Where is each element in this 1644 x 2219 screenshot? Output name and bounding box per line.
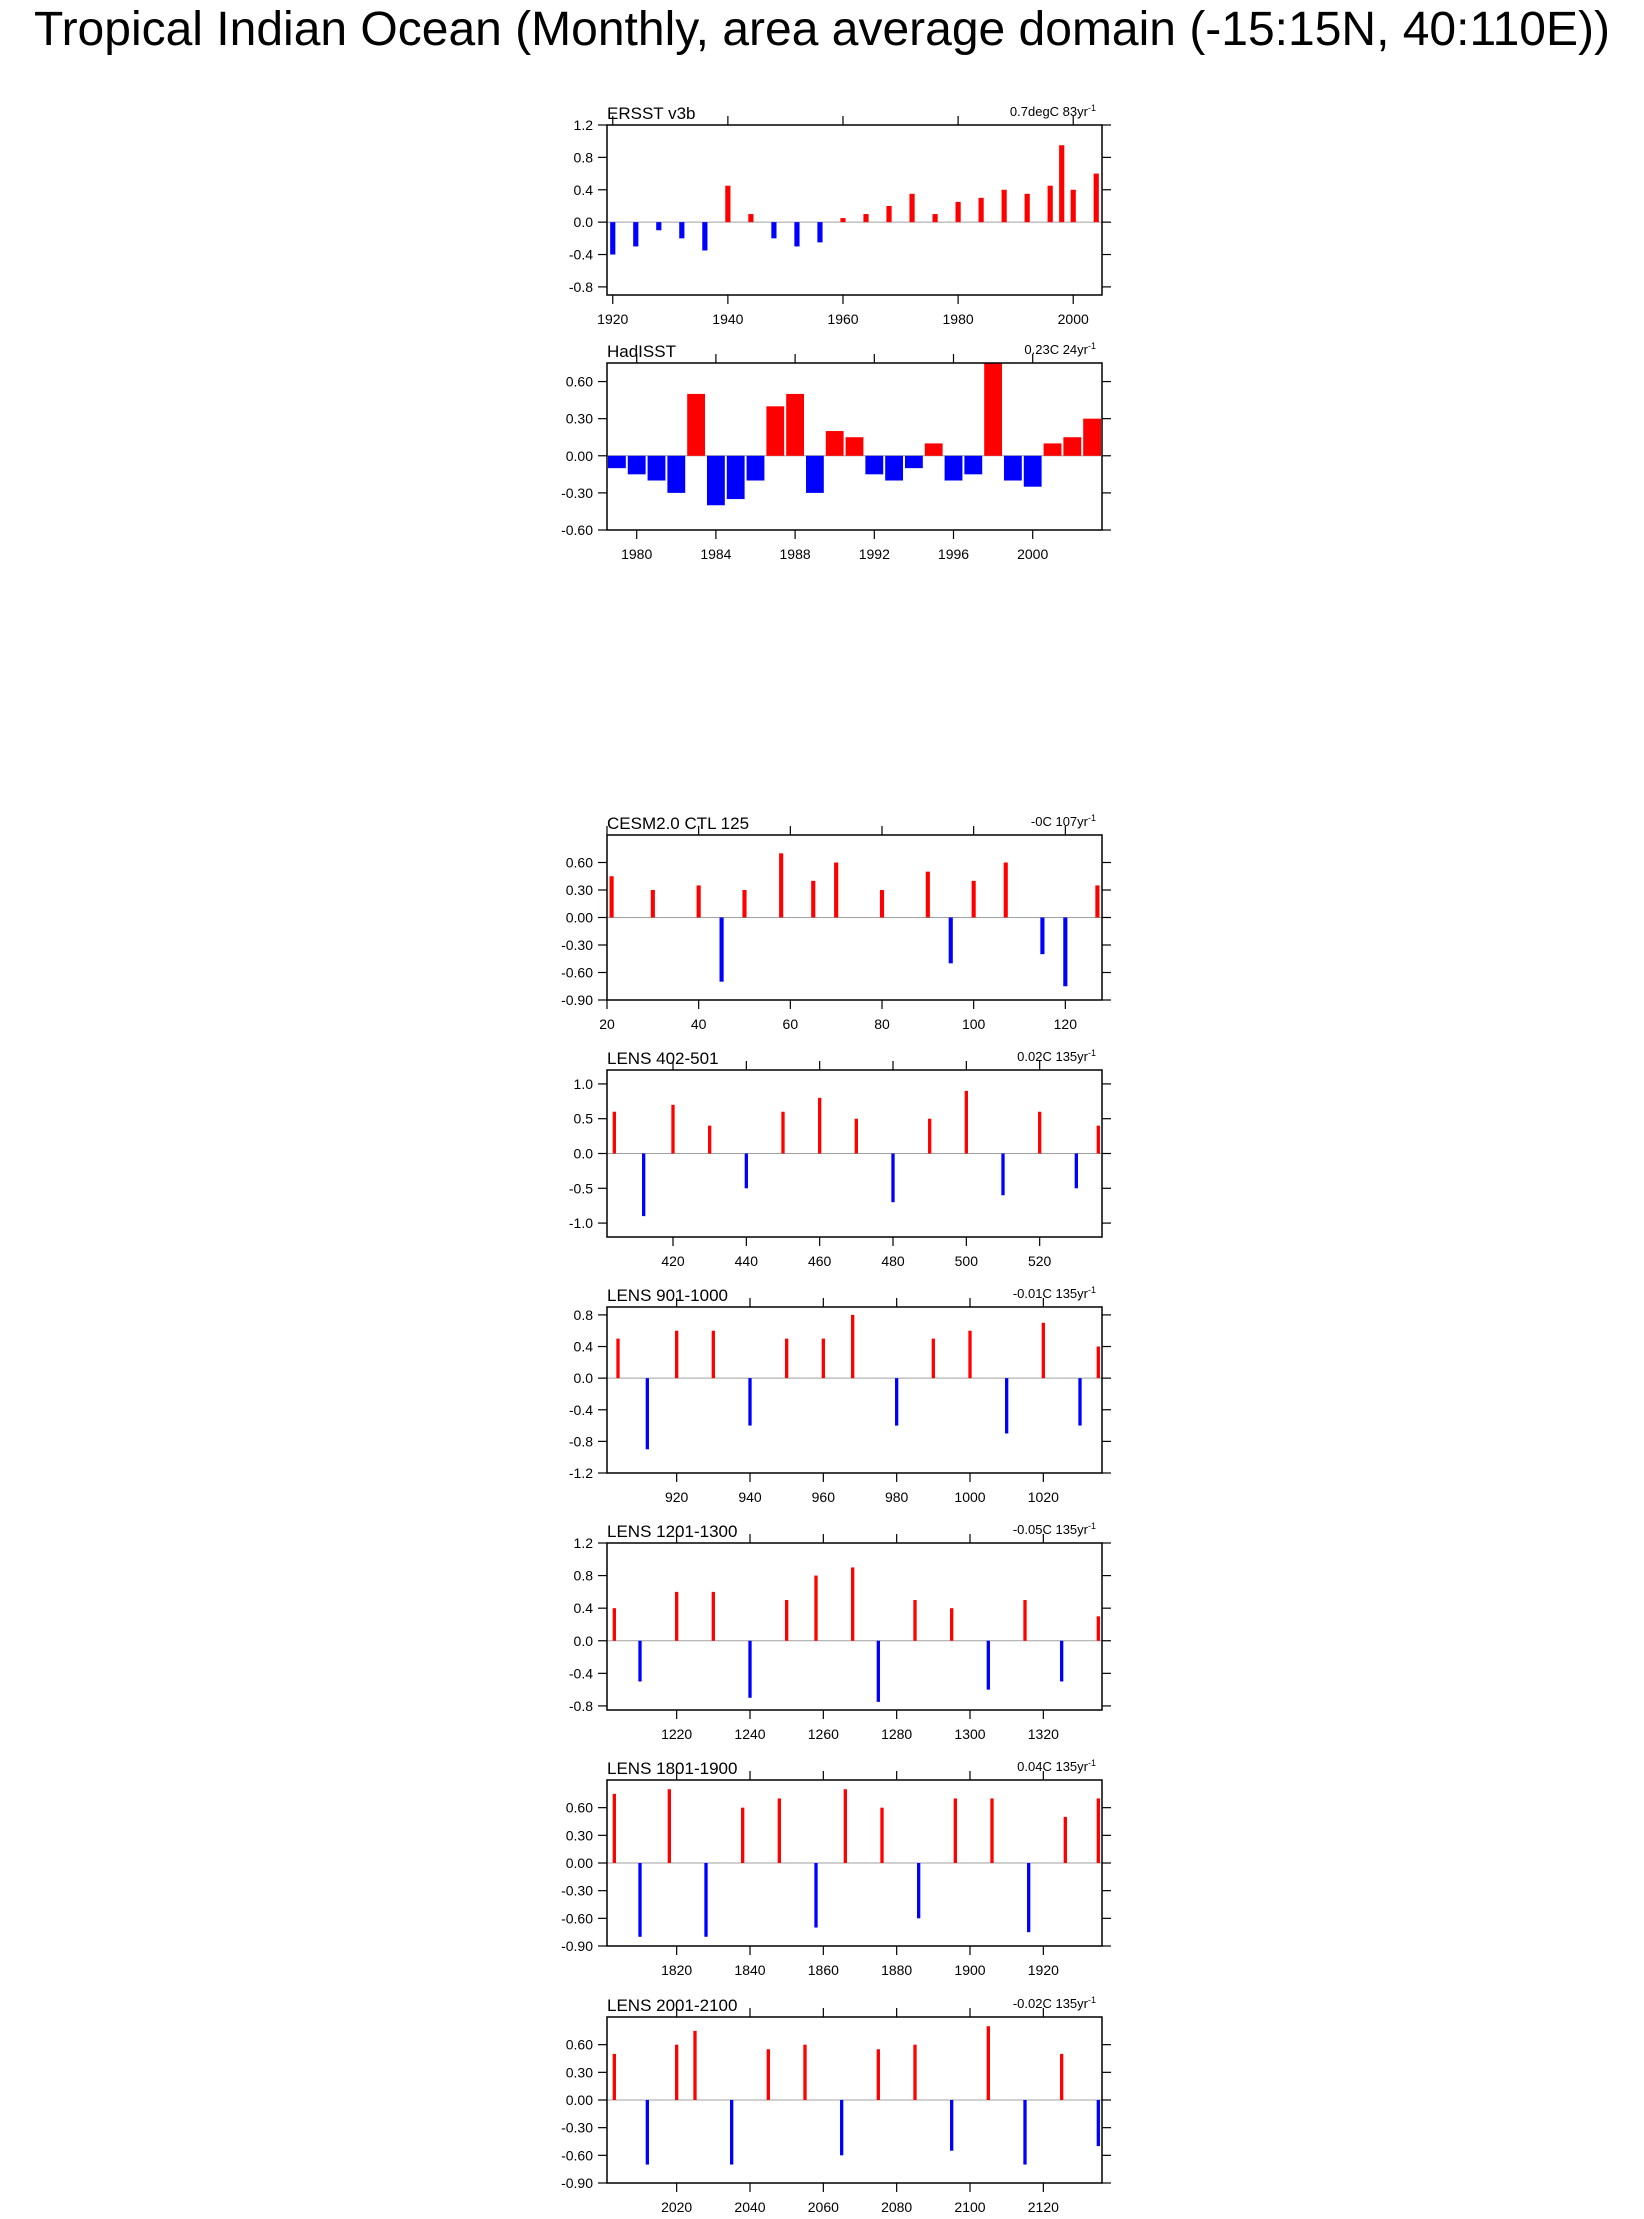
x-tick-label: 440 [734, 1253, 759, 1269]
panel-trend-label: -0.01C $135yr^{-1}$ [1012, 1285, 1096, 1301]
x-tick-label: 1960 [827, 311, 859, 327]
panel-trend-superscript: -1 [1087, 1521, 1096, 1531]
anomaly-bar [1063, 437, 1081, 456]
x-tick-label: 2000 [1017, 546, 1049, 562]
y-tick-label: 0.8 [573, 149, 593, 166]
panel-trend-superscript: -1 [1087, 1995, 1096, 2005]
anomaly-bar [826, 431, 844, 456]
y-tick-label: 0.00 [565, 1855, 593, 1871]
y-tick-label: 1.2 [573, 117, 593, 133]
x-tick-label: 460 [807, 1253, 832, 1269]
y-tick-label: -0.8 [568, 1697, 593, 1714]
anomaly-bar [1027, 1863, 1030, 1932]
x-tick-label: 2080 [881, 2199, 913, 2215]
anomaly-bar [964, 456, 982, 475]
anomaly-bar [949, 918, 953, 964]
anomaly-bar [806, 456, 824, 493]
anomaly-bar [1063, 918, 1067, 987]
x-tick-label: 1820 [661, 1962, 693, 1978]
panel-title: LENS 402-501 [607, 1049, 719, 1068]
anomaly-bar [1025, 194, 1030, 222]
anomaly-bar [987, 2026, 990, 2100]
anomaly-bar [851, 1567, 854, 1640]
y-tick-label: 0.60 [565, 1799, 593, 1816]
y-tick-label: 0.4 [573, 1600, 593, 1617]
anomaly-bar [613, 1608, 616, 1641]
panel-1 [569, 103, 1111, 327]
anomaly-bar [917, 1863, 920, 1918]
anomaly-bar [909, 194, 914, 222]
anomaly-bar [926, 872, 930, 918]
anomaly-bar [811, 881, 815, 918]
panel-trend-superscript: -1 [1087, 103, 1096, 113]
anomaly-bar [748, 1641, 751, 1698]
anomaly-bar [613, 1794, 616, 1863]
anomaly-bar [742, 890, 746, 918]
anomaly-bar [646, 1378, 649, 1449]
panel-trend-label: 0.7degC $83yr^{-1}$ [1009, 103, 1096, 119]
anomaly-bar [613, 2054, 616, 2100]
y-tick-label: 0.60 [565, 854, 593, 871]
anomaly-bar [786, 394, 804, 456]
anomaly-bar [877, 2049, 880, 2100]
y-tick-label: 0.0 [573, 214, 593, 231]
anomaly-bar [633, 222, 638, 246]
anomaly-bar [1075, 1154, 1078, 1189]
anomaly-bar [1048, 186, 1053, 222]
anomaly-bar [1005, 1378, 1008, 1433]
anomaly-bar [785, 1600, 788, 1641]
anomaly-bar [794, 222, 799, 246]
panel-trend-superscript: -1 [1087, 1285, 1096, 1295]
y-tick-label: 0.0 [573, 1370, 593, 1387]
anomaly-bar [834, 863, 838, 918]
x-tick-label: 960 [811, 1489, 836, 1505]
x-tick-label: 920 [664, 1489, 689, 1505]
x-tick-label: 2100 [954, 2199, 986, 2215]
panel-trend-superscript: -1 [1087, 813, 1096, 823]
anomaly-bar [712, 1592, 715, 1641]
anomaly-bar [727, 456, 745, 499]
panel-title: LENS 2001-2100 [607, 1996, 738, 2015]
y-tick-label: 1.0 [573, 1075, 593, 1092]
anomaly-bar [1097, 1616, 1100, 1640]
panel-trend-superscript: -1 [1087, 1758, 1096, 1768]
anomaly-bar [642, 1154, 645, 1217]
x-tick-label: 420 [661, 1253, 685, 1269]
anomaly-bar [932, 1339, 935, 1379]
anomaly-bar [1040, 918, 1044, 955]
anomaly-bar [885, 456, 903, 481]
anomaly-bar [638, 1641, 641, 1682]
anomaly-bar [990, 1798, 993, 1863]
y-tick-label: 0.60 [565, 2036, 593, 2053]
panel-3 [561, 813, 1111, 1032]
y-tick-label: 0.00 [565, 447, 593, 464]
anomaly-bar [687, 394, 705, 456]
x-tick-label: 1980 [621, 546, 653, 562]
anomaly-bar [767, 2049, 770, 2100]
anomaly-bar [1059, 145, 1064, 222]
panel-8 [561, 1995, 1111, 2215]
anomaly-bar [886, 206, 891, 222]
anomaly-bar [1095, 885, 1099, 917]
panel-4 [569, 1048, 1111, 1269]
panel-title: HadISST [607, 342, 676, 361]
x-tick-label: 1240 [734, 1726, 766, 1742]
y-tick-label: 0.30 [565, 1827, 593, 1844]
plot-frame [607, 1543, 1102, 1710]
anomaly-bar [638, 1863, 641, 1937]
anomaly-bar [913, 1600, 916, 1641]
y-tick-label: 0.30 [565, 882, 593, 898]
x-tick-label: 1980 [942, 311, 974, 327]
x-tick-label: 40 [690, 1016, 707, 1032]
anomaly-bar [667, 456, 685, 493]
anomaly-bar [965, 1091, 968, 1154]
panel-title: LENS 1201-1300 [607, 1522, 738, 1541]
anomaly-bar [846, 437, 864, 456]
anomaly-bar [779, 853, 783, 917]
anomaly-bar [675, 1592, 678, 1641]
anomaly-bar [781, 1112, 784, 1154]
anomaly-bar [1064, 1817, 1067, 1863]
x-tick-label: 2040 [734, 2199, 766, 2215]
x-tick-label: 80 [874, 1016, 890, 1032]
anomaly-bar [646, 2100, 649, 2165]
x-tick-label: 2000 [1057, 311, 1089, 327]
x-tick-label: 1984 [700, 546, 732, 562]
anomaly-bar [613, 1112, 616, 1154]
panel-title: ERSST v3b [607, 104, 696, 123]
y-tick-label: -0.30 [561, 1882, 593, 1899]
y-tick-label: -0.4 [568, 1665, 593, 1682]
x-tick-label: 520 [1027, 1253, 1052, 1269]
anomaly-bar [628, 456, 646, 475]
anomaly-bar [803, 2045, 806, 2100]
anomaly-bar [747, 456, 765, 481]
x-tick-label: 1992 [858, 546, 890, 562]
y-tick-label: -0.60 [561, 2147, 593, 2164]
anomaly-bar [905, 456, 923, 468]
anomaly-bar [880, 1808, 883, 1863]
x-tick-label: 60 [782, 1016, 799, 1032]
anomaly-bar [668, 1789, 671, 1863]
anomaly-bar [1071, 190, 1076, 222]
x-tick-label: 1920 [1027, 1962, 1059, 1978]
panel-trend-superscript: -1 [1087, 1048, 1096, 1058]
x-tick-label: 1020 [1027, 1489, 1059, 1505]
y-tick-label: -0.60 [561, 1910, 593, 1927]
panel-5 [569, 1285, 1111, 1505]
plot-frame [607, 1307, 1102, 1473]
x-tick-label: 1280 [881, 1726, 913, 1742]
anomaly-bar [972, 881, 976, 918]
y-tick-label: -0.30 [561, 484, 593, 501]
x-tick-label: 100 [961, 1016, 986, 1032]
anomaly-bar [877, 1641, 880, 1702]
anomaly-bar [656, 222, 661, 230]
y-tick-label: -0.90 [561, 1938, 593, 1954]
anomaly-bar [771, 222, 776, 238]
x-tick-label: 2120 [1027, 2199, 1059, 2215]
x-tick-label: 1940 [712, 311, 744, 327]
anomaly-bar [1097, 1798, 1100, 1863]
anomaly-bar [1060, 2054, 1063, 2100]
x-tick-label: 980 [884, 1489, 909, 1505]
anomaly-bar [1078, 1378, 1081, 1425]
x-tick-label: 1260 [807, 1726, 839, 1742]
page-title: Tropical Indian Ocean (Monthly, area average domain (-15:15N, 40:110E)) [34, 3, 1610, 56]
anomaly-bar [697, 885, 701, 917]
anomaly-bar [968, 1331, 971, 1378]
panel-2 [561, 341, 1111, 562]
y-tick-label: -0.90 [561, 992, 593, 1008]
anomaly-bar [778, 1798, 781, 1863]
panel-6 [569, 1521, 1111, 1742]
panel-title: CESM2.0 CTL 125 [607, 814, 750, 833]
x-tick-label: 1996 [937, 546, 970, 562]
anomaly-bar [1094, 174, 1099, 223]
panel-trend-label: 0.23C $24yr^{-1}$ [1024, 341, 1096, 357]
anomaly-bar [708, 1126, 711, 1154]
anomaly-bar [1083, 419, 1101, 456]
anomaly-bar [748, 1378, 751, 1425]
anomaly-bar [1023, 1600, 1026, 1641]
x-tick-label: 20 [599, 1016, 615, 1032]
x-tick-label: 1920 [597, 311, 629, 327]
panel-trend-superscript: -1 [1087, 341, 1096, 351]
anomaly-bar [840, 218, 845, 222]
anomaly-bar [651, 890, 655, 918]
panel-title: LENS 1801-1900 [607, 1759, 738, 1778]
x-tick-label: 500 [954, 1253, 979, 1269]
y-tick-label: -0.30 [561, 937, 593, 953]
anomaly-bar [1004, 456, 1022, 481]
anomaly-bar [880, 890, 884, 918]
anomaly-bar [1097, 1347, 1100, 1379]
panel-7 [561, 1758, 1111, 1978]
anomaly-bar [1023, 2100, 1026, 2165]
x-tick-label: 120 [1053, 1016, 1078, 1032]
y-tick-label: 0.4 [573, 181, 593, 198]
anomaly-bar [932, 214, 937, 222]
anomaly-bar [956, 202, 961, 222]
anomaly-bar [891, 1154, 894, 1203]
y-tick-label: 0.00 [565, 909, 593, 926]
anomaly-bar [693, 2031, 696, 2100]
y-tick-label: 1.2 [573, 1535, 593, 1551]
anomaly-bar [1042, 1323, 1045, 1378]
anomaly-bar [745, 1154, 748, 1189]
x-tick-label: 1860 [807, 1962, 839, 1978]
x-tick-label: 2020 [661, 2199, 693, 2215]
anomaly-bar [925, 443, 943, 455]
anomaly-bar [984, 363, 1002, 456]
y-tick-label: 0.0 [573, 1145, 593, 1162]
anomaly-bar [766, 406, 784, 455]
anomaly-bar [814, 1863, 817, 1928]
x-tick-label: 480 [881, 1253, 905, 1269]
x-tick-label: 1840 [734, 1962, 766, 1978]
x-tick-label: 1320 [1027, 1726, 1059, 1742]
y-tick-label: -0.8 [568, 278, 593, 295]
x-tick-label: 1880 [881, 1962, 913, 1978]
anomaly-bar [610, 876, 614, 917]
anomaly-bar [814, 1576, 817, 1641]
anomaly-bar [818, 1098, 821, 1154]
y-tick-label: 0.60 [565, 373, 593, 390]
anomaly-bar [608, 456, 626, 468]
anomaly-bar [730, 2100, 733, 2165]
anomaly-bar [748, 214, 753, 222]
anomaly-bar [704, 1863, 707, 1937]
anomaly-bar [675, 1331, 678, 1378]
y-tick-label: 0.8 [573, 1306, 593, 1323]
anomaly-bar [707, 456, 725, 505]
panel-trend-label: -0.05C $135yr^{-1}$ [1012, 1521, 1096, 1537]
y-tick-label: -0.8 [568, 1433, 593, 1450]
x-tick-label: 2060 [807, 2199, 839, 2215]
anomaly-bar [712, 1331, 715, 1378]
anomaly-bar [855, 1119, 858, 1154]
anomaly-bar [1038, 1112, 1041, 1154]
anomaly-bar [895, 1378, 898, 1425]
anomaly-bar [851, 1315, 854, 1378]
anomaly-bar [945, 456, 963, 481]
anomaly-bar [1044, 443, 1062, 455]
y-tick-label: -0.60 [561, 964, 593, 981]
anomaly-bar [1004, 863, 1008, 918]
anomaly-bar [817, 222, 822, 242]
x-tick-label: 1900 [954, 1962, 986, 1978]
anomaly-bar [1002, 190, 1007, 222]
x-tick-label: 1220 [661, 1726, 693, 1742]
y-tick-label: 0.0 [573, 1632, 593, 1649]
anomaly-bar [822, 1339, 825, 1379]
anomaly-bar [865, 456, 883, 475]
anomaly-bar [840, 2100, 843, 2155]
anomaly-bar [950, 1608, 953, 1641]
anomaly-bar [844, 1789, 847, 1863]
anomaly-bar [702, 222, 707, 250]
anomaly-bar [675, 2045, 678, 2100]
y-tick-label: 0.30 [565, 2064, 593, 2081]
panel-trend-label: -0.02C $135yr^{-1}$ [1012, 1995, 1096, 2011]
x-tick-label: 1000 [954, 1489, 986, 1505]
anomaly-bar [950, 2100, 953, 2151]
y-tick-label: -0.4 [568, 246, 593, 263]
y-tick-label: -0.90 [561, 2175, 593, 2191]
y-tick-label: 0.00 [565, 2092, 593, 2108]
x-tick-label: 1988 [779, 546, 811, 562]
anomaly-bar [1097, 1126, 1100, 1154]
y-tick-label: -0.5 [568, 1180, 593, 1197]
y-tick-label: -1.0 [568, 1215, 593, 1232]
panel-trend-label: 0.02C $135yr^{-1}$ [1017, 1048, 1096, 1064]
anomaly-bar [928, 1119, 931, 1154]
y-tick-label: 0.8 [573, 1567, 593, 1584]
anomaly-bar [979, 198, 984, 222]
panel-trend-label: -0C $107yr^{-1}$ [1030, 813, 1096, 829]
anomaly-bar [785, 1339, 788, 1379]
anomaly-bar [863, 214, 868, 222]
y-tick-label: -1.2 [568, 1465, 593, 1481]
y-tick-label: -0.4 [568, 1401, 593, 1418]
anomaly-bar [913, 2045, 916, 2100]
y-tick-label: -0.30 [561, 2119, 593, 2136]
anomaly-bar [648, 456, 666, 481]
anomaly-bar [679, 222, 684, 238]
x-tick-label: 1300 [954, 1726, 986, 1742]
anomaly-bar [954, 1798, 957, 1863]
x-tick-label: 940 [738, 1489, 762, 1505]
anomaly-bar [610, 222, 615, 254]
anomaly-bar [1097, 2100, 1100, 2146]
y-tick-label: 0.4 [573, 1338, 593, 1355]
y-tick-label: -0.60 [561, 522, 593, 538]
anomaly-bar [725, 186, 730, 222]
anomaly-bar [616, 1339, 619, 1379]
anomaly-bar [1001, 1154, 1004, 1196]
panel-trend-label: 0.04C $135yr^{-1}$ [1017, 1758, 1096, 1774]
y-tick-label: 0.30 [565, 410, 593, 427]
anomaly-bar [671, 1105, 674, 1154]
anomaly-bar [741, 1808, 744, 1863]
y-tick-label: 0.5 [573, 1110, 593, 1127]
anomaly-bar [1024, 456, 1042, 487]
anomaly-bar [720, 918, 724, 982]
anomaly-bar [1060, 1641, 1063, 1682]
anomaly-bar [987, 1641, 990, 1690]
panel-title: LENS 901-1000 [607, 1286, 728, 1305]
